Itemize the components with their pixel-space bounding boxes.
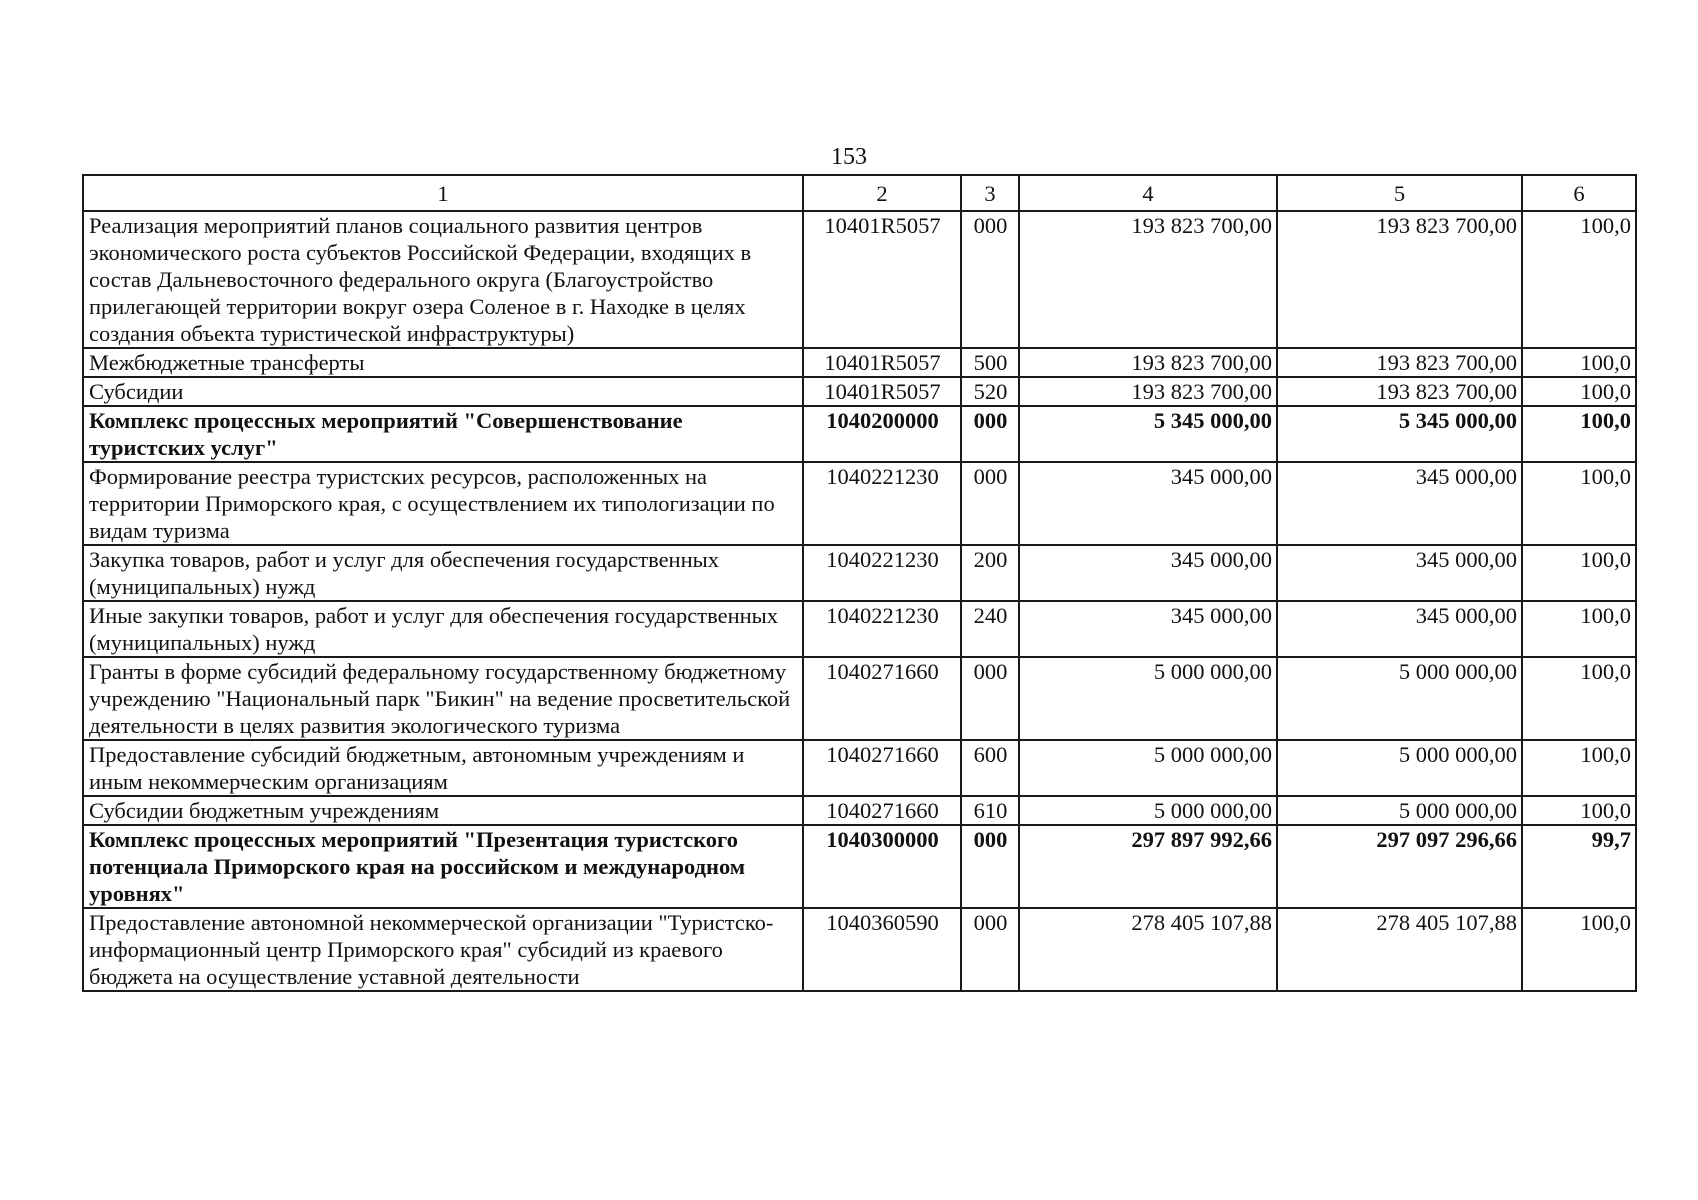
- row-col6-cell: 100,0: [1522, 601, 1636, 657]
- table-row: [83, 462, 1636, 545]
- row-col5-cell: 297 097 296,66: [1277, 825, 1522, 908]
- row-code-cell: 1040271660: [803, 657, 961, 740]
- row-col5-cell: 345 000,00: [1277, 462, 1522, 545]
- table-row: [83, 545, 1636, 601]
- row-name-cell: Межбюджетные трансферты: [83, 348, 803, 377]
- row-code-cell: 1040221230: [803, 545, 961, 601]
- row-col5-cell: 345 000,00: [1277, 601, 1522, 657]
- table-row: [83, 825, 1636, 908]
- row-col4-cell: 5 000 000,00: [1019, 657, 1277, 740]
- row-name-cell: Комплекс процессных мероприятий "Совершенствование туристских услуг": [83, 406, 803, 462]
- row-col4-cell: 345 000,00: [1019, 462, 1277, 545]
- row-code-cell: 1040271660: [803, 740, 961, 796]
- table-row: [83, 406, 1636, 462]
- row-col6-cell: 100,0: [1522, 462, 1636, 545]
- column-header: 4: [1019, 175, 1277, 211]
- budget-table: [82, 174, 1637, 992]
- row-code-cell: 1040221230: [803, 601, 961, 657]
- row-col6-cell: 100,0: [1522, 545, 1636, 601]
- column-header: 6: [1522, 175, 1636, 211]
- row-name-cell: Закупка товаров, работ и услуг для обеспечения государственных (муниципальных) нужд: [83, 545, 803, 601]
- row-name-cell: Иные закупки товаров, работ и услуг для обеспечения государственных (муниципальных) нужд: [83, 601, 803, 657]
- row-code-cell: 1040221230: [803, 462, 961, 545]
- row-col5-cell: 5 000 000,00: [1277, 796, 1522, 825]
- row-col4-cell: 5 000 000,00: [1019, 740, 1277, 796]
- row-name-cell: Предоставление автономной некоммерческой организации "Туристско-информационный центр Приморского края" субсидий из краевого бюджета на осуществление уставной деятельности: [83, 908, 803, 991]
- row-code-cell: 1040200000: [803, 406, 961, 462]
- row-type-cell: 000: [961, 462, 1019, 545]
- row-type-cell: 000: [961, 825, 1019, 908]
- row-code-cell: 10401R5057: [803, 377, 961, 406]
- row-col4-cell: 5 345 000,00: [1019, 406, 1277, 462]
- table-row: [83, 796, 1636, 825]
- row-col5-cell: 5 000 000,00: [1277, 740, 1522, 796]
- row-code-cell: 1040271660: [803, 796, 961, 825]
- table-row: [83, 657, 1636, 740]
- row-col4-cell: 297 897 992,66: [1019, 825, 1277, 908]
- row-name-cell: Комплекс процессных мероприятий "Презентация туристского потенциала Приморского края на российском и международном уровнях": [83, 825, 803, 908]
- row-type-cell: 600: [961, 740, 1019, 796]
- table-header-row: [83, 175, 1636, 211]
- row-col6-cell: 100,0: [1522, 908, 1636, 991]
- row-col5-cell: 5 000 000,00: [1277, 657, 1522, 740]
- row-code-cell: 10401R5057: [803, 211, 961, 348]
- row-col5-cell: 193 823 700,00: [1277, 348, 1522, 377]
- row-col5-cell: 193 823 700,00: [1277, 377, 1522, 406]
- column-header: 5: [1277, 175, 1522, 211]
- row-col5-cell: 193 823 700,00: [1277, 211, 1522, 348]
- row-col5-cell: 345 000,00: [1277, 545, 1522, 601]
- table-row: [83, 377, 1636, 406]
- row-col6-cell: 100,0: [1522, 796, 1636, 825]
- table-row: [83, 740, 1636, 796]
- table-row: [83, 211, 1636, 348]
- row-type-cell: 000: [961, 908, 1019, 991]
- row-col4-cell: 193 823 700,00: [1019, 348, 1277, 377]
- row-code-cell: 1040360590: [803, 908, 961, 991]
- row-code-cell: 10401R5057: [803, 348, 961, 377]
- row-col4-cell: 345 000,00: [1019, 545, 1277, 601]
- row-name-cell: Формирование реестра туристских ресурсов, расположенных на территории Приморского края, с осуществлением их типологизации по видам туризма: [83, 462, 803, 545]
- row-type-cell: 000: [961, 657, 1019, 740]
- row-type-cell: 000: [961, 211, 1019, 348]
- table-row: [83, 348, 1636, 377]
- row-col4-cell: 193 823 700,00: [1019, 211, 1277, 348]
- table-row: [83, 601, 1636, 657]
- row-name-cell: Субсидии бюджетным учреждениям: [83, 796, 803, 825]
- row-col6-cell: 100,0: [1522, 348, 1636, 377]
- row-type-cell: 610: [961, 796, 1019, 825]
- row-name-cell: Субсидии: [83, 377, 803, 406]
- row-type-cell: 000: [961, 406, 1019, 462]
- row-type-cell: 500: [961, 348, 1019, 377]
- row-col6-cell: 100,0: [1522, 406, 1636, 462]
- row-col5-cell: 278 405 107,88: [1277, 908, 1522, 991]
- row-col5-cell: 5 345 000,00: [1277, 406, 1522, 462]
- row-name-cell: Реализация мероприятий планов социального развития центров экономического роста субъектов Российской Федерации, входящих в состав Дальневосточного федерального округа (Благоустройство прилегающей территории вокруг озера Соленое в г. Находке в целях создания объекта туристической инфраструктуры): [83, 211, 803, 348]
- column-header: 2: [803, 175, 961, 211]
- row-col6-cell: 99,7: [1522, 825, 1636, 908]
- row-col4-cell: 5 000 000,00: [1019, 796, 1277, 825]
- row-type-cell: 200: [961, 545, 1019, 601]
- row-col6-cell: 100,0: [1522, 211, 1636, 348]
- page-number: 153: [831, 144, 867, 170]
- row-col4-cell: 193 823 700,00: [1019, 377, 1277, 406]
- column-header: 3: [961, 175, 1019, 211]
- row-type-cell: 520: [961, 377, 1019, 406]
- row-name-cell: Предоставление субсидий бюджетным, автономным учреждениям и иным некоммерческим организациям: [83, 740, 803, 796]
- column-header: 1: [83, 175, 803, 211]
- row-col6-cell: 100,0: [1522, 657, 1636, 740]
- row-col4-cell: 345 000,00: [1019, 601, 1277, 657]
- row-type-cell: 240: [961, 601, 1019, 657]
- table-row: [83, 908, 1636, 991]
- row-col4-cell: 278 405 107,88: [1019, 908, 1277, 991]
- row-col6-cell: 100,0: [1522, 377, 1636, 406]
- row-col6-cell: 100,0: [1522, 740, 1636, 796]
- row-code-cell: 1040300000: [803, 825, 961, 908]
- row-name-cell: Гранты в форме субсидий федеральному государственному бюджетному учреждению "Национальный парк "Бикин" на ведение просветительской деятельности в целях развития экологического туризма: [83, 657, 803, 740]
